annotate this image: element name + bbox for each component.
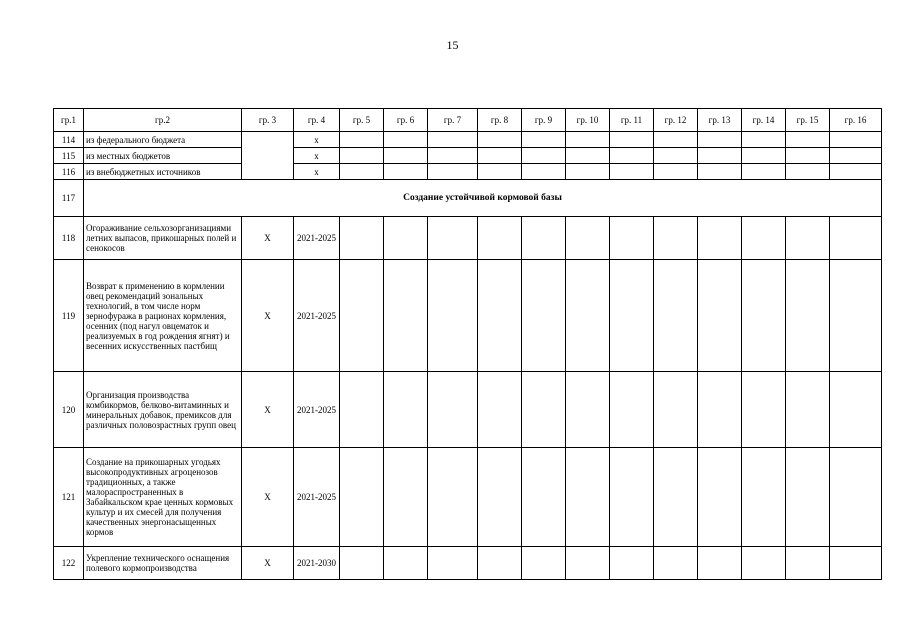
table-row [54, 372, 882, 448]
empty-cell [654, 372, 698, 448]
empty-cell [786, 164, 830, 180]
empty-cell [428, 164, 478, 180]
empty-cell [654, 260, 698, 372]
empty-cell [698, 132, 742, 148]
empty-cell [610, 448, 654, 547]
table-row [54, 164, 882, 180]
empty-cell [340, 448, 384, 547]
column-header: гр. 11 [610, 109, 654, 132]
empty-cell [830, 217, 882, 260]
row-name: Организация производства комбикормов, белково-витаминных и минеральных добавок, премиксов для различных половозрастных групп овец [84, 372, 242, 448]
group3-cell: Х [242, 372, 294, 448]
empty-cell [340, 372, 384, 448]
empty-cell [384, 217, 428, 260]
empty-cell [830, 148, 882, 164]
empty-cell [742, 260, 786, 372]
group3-cell: Х [242, 260, 294, 372]
empty-cell [340, 148, 384, 164]
empty-cell [478, 164, 522, 180]
empty-cell [340, 260, 384, 372]
empty-cell [384, 448, 428, 547]
table-row [54, 180, 882, 217]
empty-cell [478, 372, 522, 448]
empty-cell [522, 547, 566, 580]
empty-cell [610, 132, 654, 148]
empty-cell [742, 547, 786, 580]
data-table [53, 108, 882, 580]
empty-cell [786, 547, 830, 580]
empty-cell [566, 260, 610, 372]
column-header: гр. 16 [830, 109, 882, 132]
empty-cell [698, 217, 742, 260]
empty-cell [654, 547, 698, 580]
empty-cell [786, 132, 830, 148]
empty-cell [654, 164, 698, 180]
empty-cell [428, 217, 478, 260]
empty-cell [478, 448, 522, 547]
empty-cell [610, 164, 654, 180]
column-header: гр. 7 [428, 109, 478, 132]
row-name: из внебюджетных источников [84, 164, 242, 180]
empty-cell [566, 448, 610, 547]
column-header: гр.2 [84, 109, 242, 132]
empty-cell [340, 164, 384, 180]
group3-cell: Х [242, 217, 294, 260]
empty-cell [610, 372, 654, 448]
column-header: гр. 6 [384, 109, 428, 132]
column-header: гр. 3 [242, 109, 294, 132]
empty-cell [610, 148, 654, 164]
empty-cell [654, 132, 698, 148]
empty-cell [522, 372, 566, 448]
empty-cell [610, 260, 654, 372]
column-header: гр. 14 [742, 109, 786, 132]
page-number: 15 [446, 38, 459, 52]
group4-cell: 2021-2025 [294, 372, 340, 448]
empty-cell [786, 448, 830, 547]
empty-cell [428, 260, 478, 372]
empty-cell [428, 372, 478, 448]
empty-cell [566, 164, 610, 180]
empty-cell [698, 372, 742, 448]
table-body [54, 109, 882, 580]
group4-cell: х [294, 164, 340, 180]
row-number: 121 [54, 448, 84, 547]
empty-cell [340, 547, 384, 580]
group4-cell: 2021-2025 [294, 448, 340, 547]
empty-cell [522, 448, 566, 547]
empty-cell [698, 148, 742, 164]
row-number: 122 [54, 547, 84, 580]
empty-cell [522, 132, 566, 148]
empty-cell [478, 260, 522, 372]
column-header: гр. 9 [522, 109, 566, 132]
empty-cell [742, 448, 786, 547]
empty-cell [654, 448, 698, 547]
row-name: Создание на прикошарных угодьях высокопродуктивных агроценозов традиционных, а также малораспространенных в Забайкальском крае ценных кормовых культур и их смесей для получения качественных энергонасыщенных кормов [84, 448, 242, 547]
empty-cell [566, 217, 610, 260]
empty-cell [742, 217, 786, 260]
empty-cell [384, 547, 428, 580]
row-name: Огораживание сельхозорганизациями летних выпасов, прикошарных полей и сенокосов [84, 217, 242, 260]
table-row [54, 448, 882, 547]
empty-cell [384, 372, 428, 448]
empty-cell [742, 164, 786, 180]
empty-cell [478, 132, 522, 148]
empty-cell [830, 164, 882, 180]
empty-cell [786, 260, 830, 372]
empty-cell [522, 260, 566, 372]
column-header: гр. 8 [478, 109, 522, 132]
empty-cell [830, 132, 882, 148]
column-header: гр. 10 [566, 109, 610, 132]
table-row [54, 132, 882, 148]
empty-cell [478, 217, 522, 260]
column-header: гр. 4 [294, 109, 340, 132]
empty-cell [428, 132, 478, 148]
empty-cell [478, 547, 522, 580]
row-number: 117 [54, 180, 84, 217]
row-name: Возврат к применению в кормлении овец рекомендаций зональных технологий, в том числе норм зернофуража в рационах кормления, осенних (под нагул овцематок и реализуемых в год рождения ягнят) и весенних искусственных пастбищ [84, 260, 242, 372]
empty-cell [566, 148, 610, 164]
group3-cell: Х [242, 547, 294, 580]
empty-cell [428, 448, 478, 547]
row-name: из федерального бюджета [84, 132, 242, 148]
row-number: 120 [54, 372, 84, 448]
empty-cell [654, 148, 698, 164]
empty-cell [830, 260, 882, 372]
empty-cell [830, 547, 882, 580]
empty-cell [742, 148, 786, 164]
empty-cell [384, 148, 428, 164]
empty-cell [478, 148, 522, 164]
section-heading: Создание устойчивой кормовой базы [84, 180, 882, 217]
empty-cell [340, 217, 384, 260]
empty-cell [566, 547, 610, 580]
empty-cell [742, 132, 786, 148]
empty-cell [566, 132, 610, 148]
empty-cell [698, 260, 742, 372]
row-number: 115 [54, 148, 84, 164]
group4-cell: 2021-2025 [294, 260, 340, 372]
column-header: гр. 15 [786, 109, 830, 132]
empty-cell [522, 148, 566, 164]
row-number: 118 [54, 217, 84, 260]
header-row [54, 109, 882, 132]
row-number: 119 [54, 260, 84, 372]
empty-cell [428, 148, 478, 164]
row-number: 116 [54, 164, 84, 180]
empty-cell [384, 260, 428, 372]
empty-cell [786, 217, 830, 260]
group4-cell: 2021-2025 [294, 217, 340, 260]
empty-cell [698, 547, 742, 580]
table-row [54, 148, 882, 164]
empty-cell [384, 132, 428, 148]
empty-cell [742, 372, 786, 448]
row-name: Укрепление технического оснащения полевого кормопроизводства [84, 547, 242, 580]
empty-cell [786, 372, 830, 448]
empty-cell [698, 164, 742, 180]
row-number: 114 [54, 132, 84, 148]
empty-cell [428, 547, 478, 580]
group4-cell: 2021-2030 [294, 547, 340, 580]
empty-cell [384, 164, 428, 180]
empty-cell [654, 217, 698, 260]
table-row [54, 217, 882, 260]
empty-cell [786, 148, 830, 164]
table-row [54, 260, 882, 372]
group3-cell [242, 132, 294, 180]
empty-cell [610, 547, 654, 580]
column-header: гр. 5 [340, 109, 384, 132]
empty-cell [830, 448, 882, 547]
column-header: гр.1 [54, 109, 84, 132]
group4-cell: х [294, 148, 340, 164]
empty-cell [340, 132, 384, 148]
empty-cell [698, 448, 742, 547]
empty-cell [566, 372, 610, 448]
empty-cell [522, 164, 566, 180]
empty-cell [610, 217, 654, 260]
column-header: гр. 12 [654, 109, 698, 132]
group3-cell: Х [242, 448, 294, 547]
column-header: гр. 13 [698, 109, 742, 132]
row-name: из местных бюджетов [84, 148, 242, 164]
empty-cell [830, 372, 882, 448]
empty-cell [522, 217, 566, 260]
group4-cell: х [294, 132, 340, 148]
table-row [54, 547, 882, 580]
